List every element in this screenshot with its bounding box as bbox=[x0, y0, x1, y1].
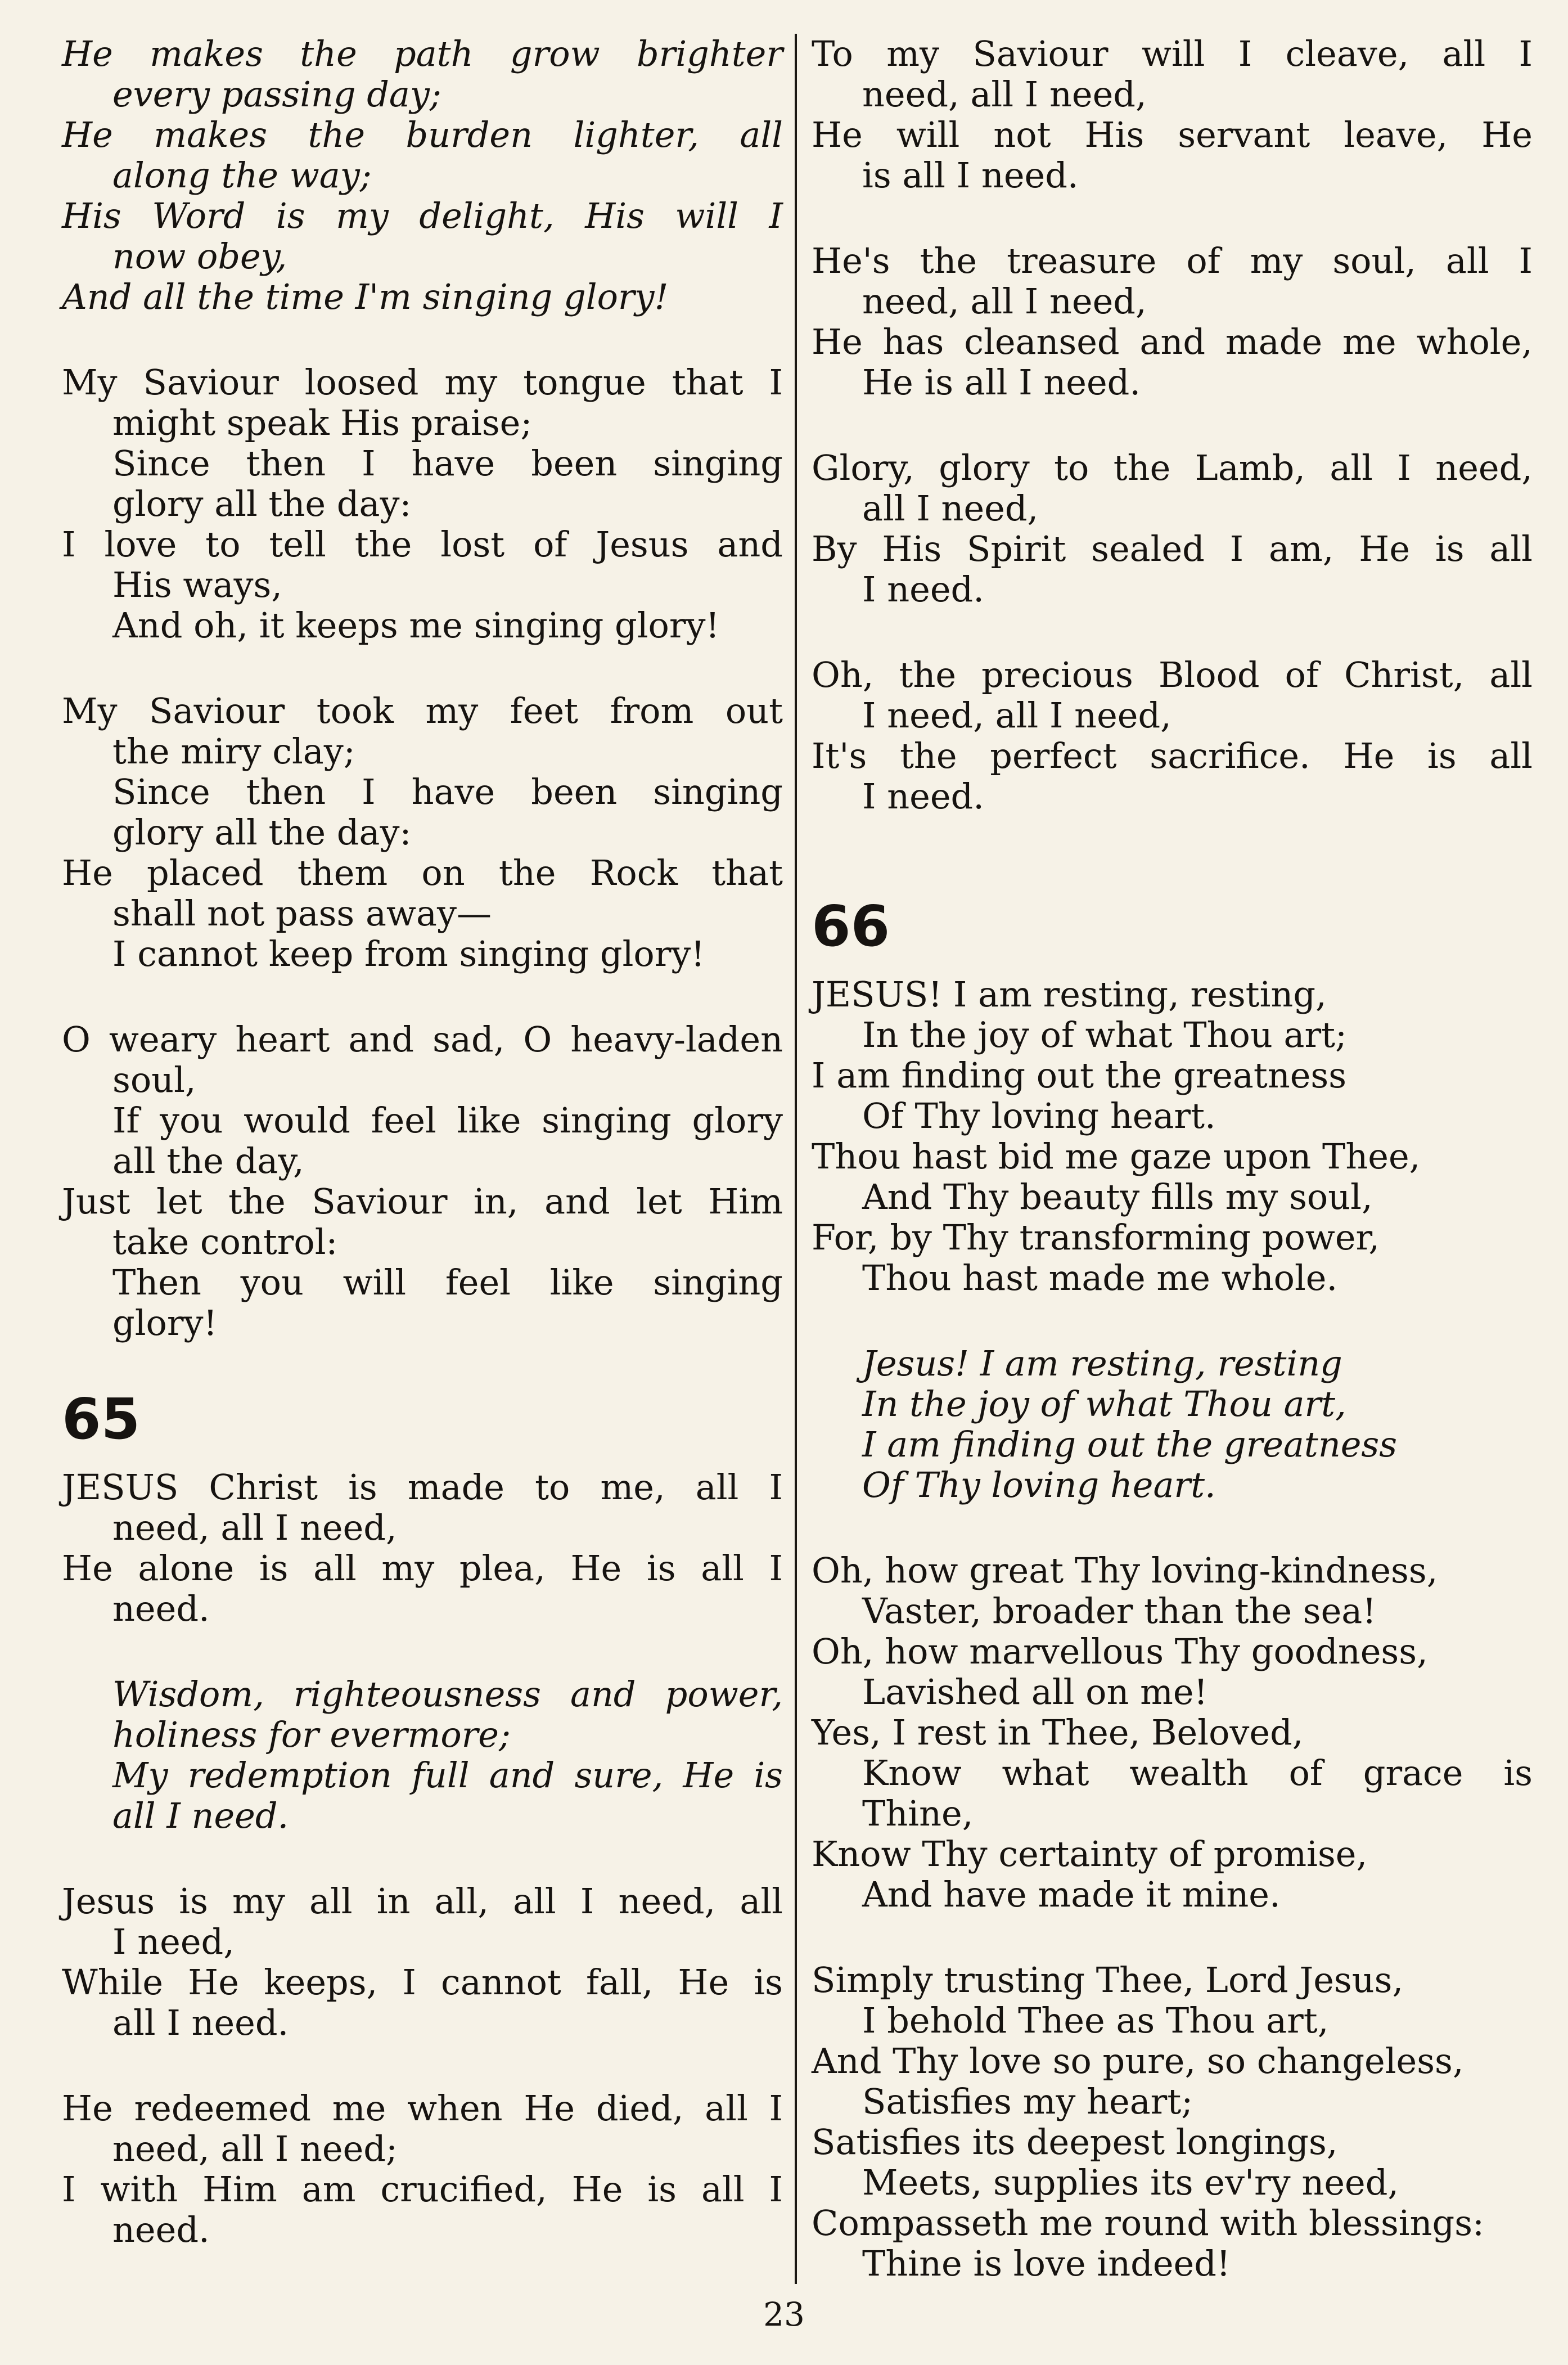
verse-line: Oh, how great Thy loving-kindness, bbox=[812, 1550, 1438, 1591]
verse-line: If you would feel like singing glory bbox=[112, 1100, 783, 1141]
verse-line: Meets, supplies its ev'ry need, bbox=[862, 2162, 1399, 2203]
hymn-number: 66 bbox=[812, 893, 890, 959]
verse-line: Jesus is my all in all, all I need, all bbox=[62, 1881, 783, 1922]
verse-line: glory all the day: bbox=[112, 483, 412, 524]
hymn-number: 65 bbox=[62, 1386, 141, 1452]
verse-line: Thou hast bid me gaze upon Thee, bbox=[812, 1136, 1421, 1177]
verse-line: O weary heart and sad, O heavy-laden bbox=[62, 1019, 783, 1060]
verse-line: And Thy beauty fills my soul, bbox=[862, 1176, 1373, 1217]
verse-line: I need. bbox=[862, 569, 984, 610]
hymn-65 bbox=[62, 1388, 783, 2250]
verse-line: along the way; bbox=[112, 155, 372, 196]
verse-line: I am finding out the greatness bbox=[812, 1055, 1347, 1096]
verse-line: might speak His praise; bbox=[112, 402, 533, 443]
verse-line: Wisdom, righteousness and power, bbox=[112, 1674, 783, 1715]
stanza bbox=[812, 34, 1533, 196]
hymn-66 bbox=[812, 893, 1533, 2284]
verse-line: He redeemed me when He died, all I bbox=[62, 2088, 783, 2129]
verse-line: I with Him am crucified, He is all I bbox=[62, 2169, 783, 2210]
verse-line: My redemption full and sure, He is bbox=[112, 1755, 783, 1796]
verse-line: I behold Thee as Thou art, bbox=[862, 2000, 1329, 2041]
verse-line: My Saviour took my feet from out bbox=[62, 690, 783, 731]
verse-line: JESUS Christ is made to me, all I bbox=[62, 1467, 783, 1508]
verse-line: I need, all I need, bbox=[862, 695, 1172, 736]
verse-line: Know Thy certainty of promise, bbox=[812, 1833, 1368, 1874]
verse-line: Thine, bbox=[862, 1793, 974, 1834]
verse-line: all I need, bbox=[862, 488, 1039, 529]
verse-line: I cannot keep from singing glory! bbox=[112, 933, 705, 974]
chorus bbox=[62, 1674, 783, 1836]
stanza bbox=[62, 2088, 783, 2250]
verse-line: Then you will feel like singing bbox=[112, 1262, 783, 1303]
verse-line: need, all I need, bbox=[862, 281, 1147, 322]
verse-line: I need, bbox=[112, 1921, 235, 1962]
chorus bbox=[62, 34, 783, 317]
verse-line: I love to tell the lost of Jesus and bbox=[62, 524, 783, 565]
verse-line: And oh, it keeps me singing glory! bbox=[112, 605, 720, 646]
verse-line: all the day, bbox=[112, 1140, 304, 1181]
verse-line: take control: bbox=[112, 1221, 338, 1262]
verse-line: It's the perfect sacrifice. He is all bbox=[812, 735, 1533, 776]
verse-line: Since then I have been singing bbox=[112, 443, 783, 484]
verse-line: Yes, I rest in Thee, Beloved, bbox=[812, 1712, 1304, 1753]
verse-line: My Saviour loosed my tongue that I bbox=[62, 362, 783, 403]
verse-line: Glory, glory to the Lamb, all I need, bbox=[812, 447, 1533, 488]
verse-line: And Thy love so pure, so changeless, bbox=[812, 2040, 1464, 2081]
verse-line: He has cleansed and made me whole, bbox=[812, 321, 1533, 362]
verse-line: all I need. bbox=[112, 1795, 289, 1836]
stanza bbox=[62, 1881, 783, 2043]
verse-line: soul, bbox=[112, 1059, 196, 1100]
verse-line: need, all I need, bbox=[862, 74, 1147, 115]
verse-line: Since then I have been singing bbox=[112, 771, 783, 812]
stanza bbox=[812, 1960, 1533, 2284]
verse-line: Oh, how marvellous Thy goodness, bbox=[812, 1631, 1428, 1672]
verse-line: In the joy of what Thou art, bbox=[862, 1383, 1346, 1424]
verse-line: is all I need. bbox=[862, 155, 1079, 196]
verse-line: glory! bbox=[112, 1302, 218, 1343]
verse-line: By His Spirit sealed I am, He is all bbox=[812, 528, 1533, 569]
verse-line: To my Saviour will I cleave, all I bbox=[812, 33, 1533, 74]
verse-line: He's the treasure of my soul, all I bbox=[812, 240, 1533, 281]
verse-line: every passing day; bbox=[112, 74, 441, 115]
verse-line: Know what wealth of grace is bbox=[862, 1752, 1533, 1793]
verse-line: Just let the Saviour in, and let Him bbox=[62, 1181, 783, 1222]
verse-line: need, all I need, bbox=[112, 1507, 397, 1548]
verse-line: now obey, bbox=[112, 236, 287, 277]
verse-line: holiness for evermore; bbox=[112, 1714, 511, 1755]
verse-line: His Word is my delight, His will I bbox=[62, 195, 783, 236]
verse-line: He is all I need. bbox=[862, 362, 1141, 403]
verse-line: JESUS! I am resting, resting, bbox=[812, 974, 1327, 1015]
verse-line: He makes the burden lighter, all bbox=[62, 114, 783, 155]
left-column bbox=[62, 34, 783, 2295]
stanza bbox=[812, 448, 1533, 610]
verse-line: I need. bbox=[862, 776, 984, 817]
right-column bbox=[812, 34, 1533, 2329]
stanza bbox=[62, 362, 783, 646]
column-divider bbox=[795, 34, 797, 2284]
verse-line: He will not His servant leave, He bbox=[812, 114, 1533, 155]
verse-line: Of Thy loving heart. bbox=[862, 1095, 1216, 1136]
stanza bbox=[62, 1467, 783, 1629]
verse-line: While He keeps, I cannot fall, He is bbox=[62, 1962, 783, 2003]
verse-line: Thou hast made me whole. bbox=[862, 1257, 1338, 1298]
verse-line: need. bbox=[112, 2209, 210, 2250]
verse-line: In the joy of what Thou art; bbox=[862, 1014, 1347, 1055]
verse-line: Of Thy loving heart. bbox=[862, 1464, 1216, 1505]
verse-line: Compasseth me round with blessings: bbox=[812, 2202, 1484, 2243]
stanza bbox=[812, 655, 1533, 817]
verse-line: all I need. bbox=[112, 2002, 289, 2043]
hymn-65-continuation bbox=[812, 34, 1533, 817]
stanza bbox=[812, 974, 1533, 1298]
verse-line: shall not pass away— bbox=[112, 893, 492, 934]
verse-line: the miry clay; bbox=[112, 731, 355, 772]
verse-line: Vaster, broader than the sea! bbox=[862, 1590, 1377, 1631]
chorus bbox=[812, 1343, 1533, 1505]
verse-line: He makes the path grow brighter bbox=[62, 33, 783, 74]
verse-line: Jesus! I am resting, resting bbox=[862, 1343, 1342, 1384]
verse-line: need. bbox=[112, 1588, 210, 1629]
stanza bbox=[812, 1550, 1533, 1915]
verse-line: His ways, bbox=[112, 564, 283, 605]
page-number: 23 bbox=[763, 2295, 805, 2333]
stanza bbox=[62, 691, 783, 974]
verse-line: glory all the day: bbox=[112, 812, 412, 853]
verse-line: Oh, the precious Blood of Christ, all bbox=[812, 654, 1533, 695]
verse-line: Satisfies its deepest longings, bbox=[812, 2121, 1338, 2162]
verse-line: I am finding out the greatness bbox=[862, 1424, 1398, 1465]
verse-line: And all the time I'm singing glory! bbox=[62, 276, 669, 317]
verse-line: Satisfies my heart; bbox=[862, 2081, 1193, 2122]
stanza bbox=[812, 241, 1533, 403]
verse-line: Lavished all on me! bbox=[862, 1671, 1208, 1712]
verse-line: He alone is all my plea, He is all I bbox=[62, 1548, 783, 1589]
verse-line: He placed them on the Rock that bbox=[62, 852, 783, 893]
verse-line: need, all I need; bbox=[112, 2128, 398, 2169]
verse-line: For, by Thy transforming power, bbox=[812, 1217, 1380, 1258]
stanza bbox=[62, 1019, 783, 1343]
verse-line: Thine is love indeed! bbox=[862, 2243, 1231, 2284]
verse-line: And have made it mine. bbox=[862, 1874, 1281, 1915]
verse-line: Simply trusting Thee, Lord Jesus, bbox=[812, 1959, 1404, 2000]
hymn-64-continuation bbox=[62, 34, 783, 1343]
